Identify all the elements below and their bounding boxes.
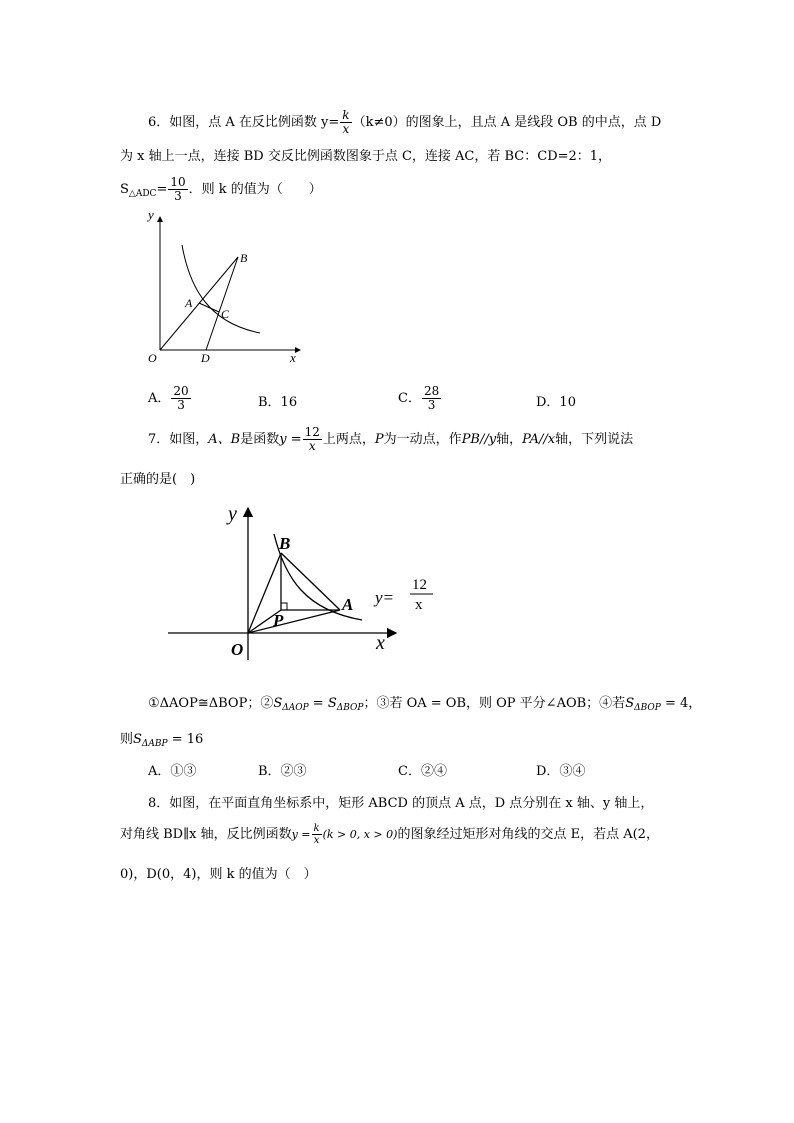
q6-fig-y: y [148, 207, 154, 222]
q7-option-d[interactable]: D．③④ [536, 764, 586, 779]
q6-fig-D: D [201, 351, 210, 365]
q7-figure [160, 498, 450, 666]
q6-line1 [148, 109, 661, 136]
q6-option-c[interactable]: C． $\frac{28}{3}$ [398, 384, 440, 412]
q7-fig-O: O [231, 640, 244, 659]
q6-option-d[interactable]: D．10 [536, 395, 576, 410]
q7-fig-y: y [228, 503, 237, 525]
q8-line1: 8．如图，在平面直角坐标系中，矩形 ABCD 的顶点 A 点，D 点分别在 x 轴、y 轴上， [148, 796, 654, 811]
q7-line2: 正确的是( ) [120, 472, 196, 487]
q6-line3: $S_{\triangle ADC}=$ $\frac{10}{3}$ ．则 k 的值为（ ） [120, 175, 322, 203]
q6-text-a: 6．如图，点 A 在反比例函数 y= [148, 115, 340, 130]
q7-fig-A: A [342, 595, 354, 614]
q7-fig-P: P [273, 611, 284, 630]
q6-fig-x: x [290, 350, 296, 365]
q7-statements: ①ΔAOP≅ΔBOP；$②S_{\Delta AOP} = S_{\Delta BOP}$；③若 OA = OB，则 OP 平分∠AOB；④若$S_{\Delta BOP} = 4$， [148, 696, 702, 713]
q6-figure [140, 205, 310, 370]
q7-line1: 7．如图，A、B是函数y = $\frac{12}{x}$ 上两点，P为一动点，作PB//y轴，PA//x轴，下列说法 [148, 425, 634, 453]
q7-fig-curve-label: y= [375, 588, 395, 607]
q6-options [148, 380, 708, 416]
q6-fig-B: B [240, 251, 248, 265]
q6-fig-O: O [148, 351, 157, 365]
q7-option-c[interactable]: C．②④ [398, 764, 447, 779]
q7-fig-curve-num: 12 [412, 577, 427, 593]
q8-line2: 对角线 BD∥x 轴，反比例函数y = $\frac{k}{x}$ (k > 0, x > 0)的图象经过矩形对角线的交点 E，若点 A(2， [120, 823, 659, 846]
q6-text-b: （k≠0）的图象上，且点 A 是线段 OB 的中点，点 D [352, 115, 662, 130]
q8-line3: 0)，D(0，4)，则 k 的值为（ ） [120, 867, 317, 882]
q7-fig-x: x [376, 632, 385, 654]
q7-option-b[interactable]: B．②③ [258, 764, 307, 779]
q6-fig-C: C [221, 307, 230, 321]
q6-option-b[interactable]: B．16 [258, 395, 298, 410]
q6-line2: 为 x 轴上一点，连接 BD 交反比例函数图象于点 C，连接 AC，若 BC：CD=2：1， [120, 149, 612, 164]
q7-fig-curve-den: x [415, 597, 423, 613]
q6-fraction: $\frac{10}{3}$ [170, 175, 186, 203]
q6-option-a[interactable]: A． $\frac{20}{3}$ [148, 384, 189, 412]
q6-fig-A: A [185, 296, 193, 310]
q7-fig-B: B [279, 534, 291, 553]
q7-statements-cont: 则$S_{\Delta ABP} = 16$ [120, 732, 204, 749]
q7-option-a[interactable]: A．①③ [148, 764, 197, 779]
q6-k-over-x: $\frac{k}{x}$ [342, 108, 350, 136]
